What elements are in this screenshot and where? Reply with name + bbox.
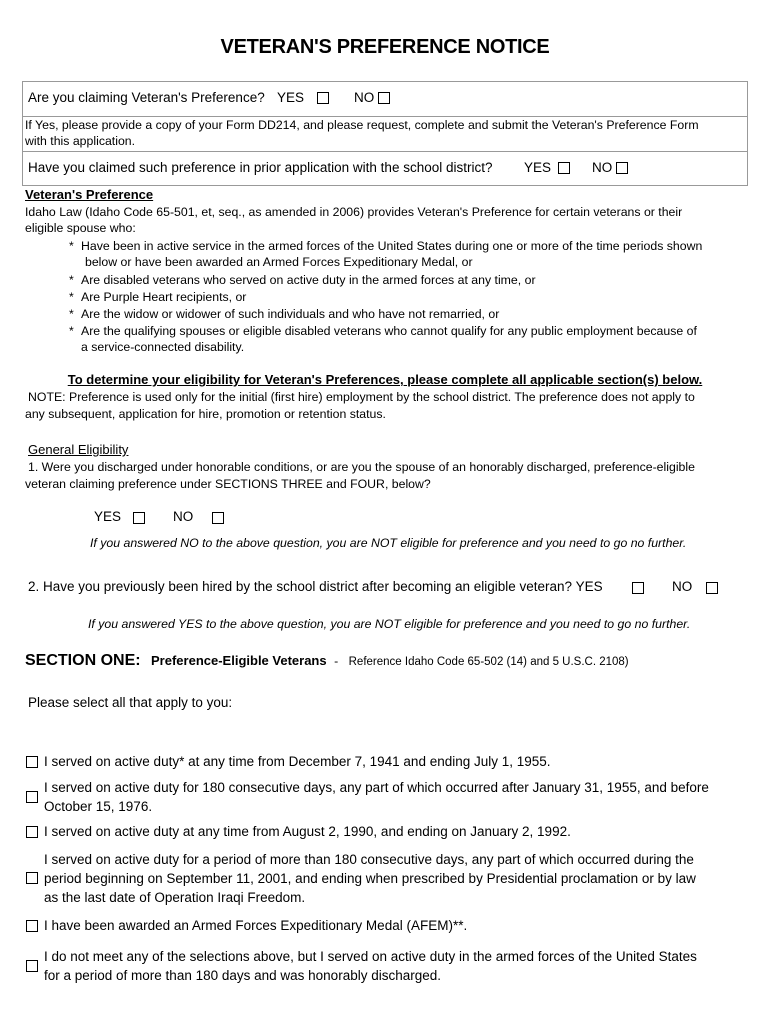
general-heading: General Eligibility — [28, 442, 129, 457]
section-one-reference: Reference Idaho Code 65-502 (14) and 5 U.S.C. 2108) — [348, 656, 629, 668]
section-one-header — [25, 652, 629, 670]
dd214-line-1: If Yes, please provide a copy of your Form DD214, and please request, complete and submit the Veteran's Preference Form — [25, 118, 699, 132]
claiming-no-checkbox[interactable] — [378, 92, 390, 104]
vp-bullet-4-text: Are the widow or widower of such individuals and who have not remarried, or — [81, 307, 500, 321]
q2-note: If you answered YES to the above question, you are NOT eligible for preference and you need to go no further. — [88, 617, 691, 631]
bullet-star: * — [69, 324, 74, 338]
prior-no-checkbox[interactable] — [616, 162, 628, 174]
q1-no-label: NO — [173, 509, 194, 524]
general-q2: 2. Have you previously been hired by the school district after becoming an eligible veteran? YES — [28, 579, 603, 594]
section-one-prompt: Please select all that apply to you: — [28, 695, 233, 710]
prior-question: Have you claimed such preference in prior application with the school district? — [28, 160, 493, 175]
option-6-text-b: for a period of more than 180 days and was honorably discharged. — [44, 968, 441, 983]
prior-no-label: NO — [592, 160, 613, 175]
claiming-no-label: NO — [354, 90, 375, 105]
claiming-question: Are you claiming Veteran's Preference? — [28, 90, 265, 105]
vp-bullet-1-text-a: Have been in active service in the armed forces of the United States during one or more of the time periods shown — [81, 239, 703, 253]
option-2-checkbox[interactable] — [26, 791, 38, 803]
bullet-star: * — [69, 273, 74, 287]
vp-bullet-1-text-b: below or have been awarded an Armed Forces Expeditionary Medal, or — [85, 255, 473, 269]
general-q1-line-2: veteran claiming preference under SECTIONS THREE and FOUR, below? — [25, 477, 431, 491]
option-6-text-a: I do not meet any of the selections above, but I served on active duty in the armed forces of the United States — [44, 949, 697, 964]
page-title: VETERAN'S PREFERENCE NOTICE — [220, 36, 550, 58]
claiming-yes-label: YES — [277, 90, 305, 105]
q1-no-checkbox[interactable] — [212, 512, 224, 524]
section-one-title: Preference-Eligible Veterans — [151, 653, 327, 668]
bullet-star: * — [69, 239, 74, 253]
option-6-checkbox[interactable] — [26, 960, 38, 972]
vp-intro-2: eligible spouse who: — [25, 221, 136, 235]
option-4-text-b: period beginning on September 11, 2001, and ending when prescribed by Presidential proclamation or by law — [44, 871, 696, 886]
q2-no-label: NO — [672, 579, 693, 594]
section-one-dash: - — [334, 654, 339, 668]
option-3-checkbox[interactable] — [26, 826, 38, 838]
option-1-text: I served on active duty* at any time from December 7, 1941 and ending July 1, 1955. — [44, 754, 551, 769]
option-5-text: I have been awarded an Armed Forces Expeditionary Medal (AFEM)**. — [44, 918, 468, 933]
claiming-yes-checkbox[interactable] — [317, 92, 329, 104]
vp-bullet-5-text-a: Are the qualifying spouses or eligible disabled veterans who cannot qualify for any public employment because of — [81, 324, 697, 338]
option-4-text-c: as the last date of Operation Iraqi Freedom. — [44, 890, 306, 905]
dd214-line-2: with this application. — [25, 134, 136, 148]
eligibility-heading: To determine your eligibility for Veteran's Preferences, please complete all applicable section(s) below. — [67, 372, 703, 387]
vp-intro-1: Idaho Law (Idaho Code 65-501, et, seq., as amended in 2006) provides Veteran's Preference for certain veterans or their — [25, 205, 683, 219]
option-2-text-a: I served on active duty for 180 consecutive days, any part of which occurred after January 31, 1955, and before — [44, 780, 709, 795]
vp-heading: Veteran's Preference — [25, 187, 154, 202]
bullet-star: * — [69, 290, 74, 304]
vp-bullet-3-text: Are Purple Heart recipients, or — [81, 290, 247, 304]
vp-bullet-2-text: Are disabled veterans who served on active duty in the armed forces at any time, or — [81, 273, 536, 287]
vp-bullet-5-text-b: a service-connected disability. — [81, 340, 245, 354]
option-4-text-a: I served on active duty for a period of more than 180 consecutive days, any part of which occurred during the — [44, 852, 694, 867]
option-3-text: I served on active duty at any time from August 2, 1990, and ending on January 2, 1992. — [44, 824, 571, 839]
eligibility-note-1: NOTE: Preference is used only for the initial (first hire) employment by the school district. The preference does not apply to — [28, 390, 695, 404]
prior-yes-checkbox[interactable] — [558, 162, 570, 174]
option-2-text-b: October 15, 1976. — [44, 799, 153, 814]
general-q1-line-1: 1. Were you discharged under honorable conditions, or are you the spouse of an honorably discharged, preference-eligible — [28, 460, 695, 474]
q2-yes-checkbox[interactable] — [632, 582, 644, 594]
option-5-checkbox[interactable] — [26, 920, 38, 932]
q1-note: If you answered NO to the above question, you are NOT eligible for preference and you need to go no further. — [90, 536, 687, 550]
q1-yes-label: YES — [94, 509, 122, 524]
section-one-label: SECTION ONE: — [25, 652, 141, 669]
option-4-checkbox[interactable] — [26, 872, 38, 884]
prior-yes-label: YES — [524, 160, 552, 175]
bullet-star: * — [69, 307, 74, 321]
eligibility-note-2: any subsequent, application for hire, promotion or retention status. — [25, 407, 386, 421]
q1-yes-checkbox[interactable] — [133, 512, 145, 524]
option-1-checkbox[interactable] — [26, 756, 38, 768]
q2-no-checkbox[interactable] — [706, 582, 718, 594]
